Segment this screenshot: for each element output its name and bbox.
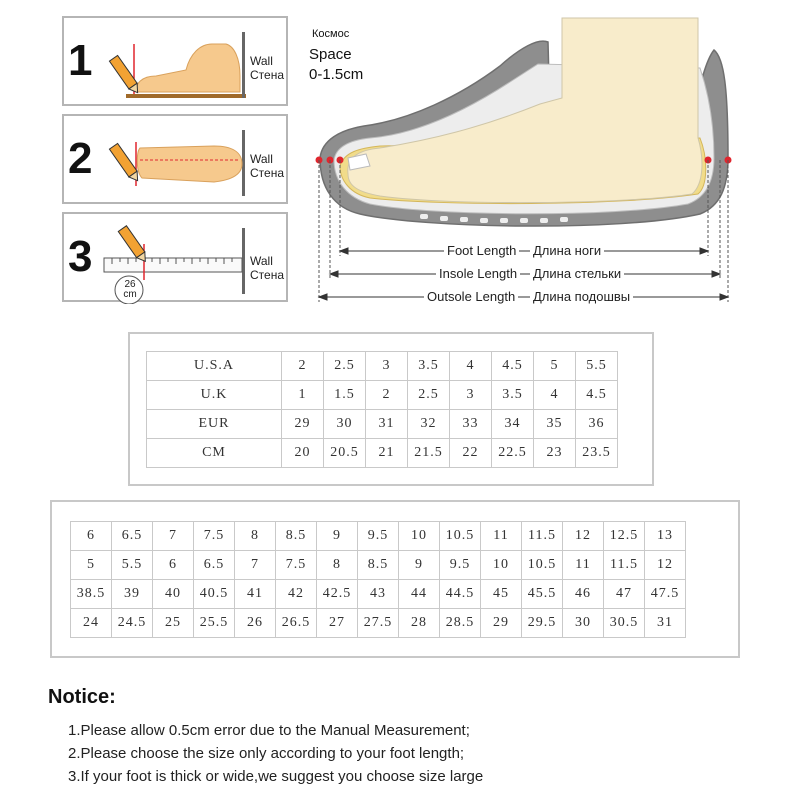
table-cell: 9.5: [358, 522, 399, 551]
table-cell: 26: [235, 609, 276, 638]
table-cell: 2: [366, 381, 408, 410]
table-cell: 24: [71, 609, 112, 638]
table-cell: 43: [358, 580, 399, 609]
table-cell: 22.5: [492, 439, 534, 468]
table-cell: 27.5: [358, 609, 399, 638]
table-cell: 39: [112, 580, 153, 609]
table-cell: 45.5: [522, 580, 563, 609]
table-cell: 7.5: [276, 551, 317, 580]
row-label: EUR: [147, 410, 282, 439]
shoe-foot-diagram: [300, 8, 750, 308]
ruler-reading: [118, 280, 142, 300]
table-cell: 33: [450, 410, 492, 439]
measure-step-3: [62, 212, 288, 302]
table-cell: 2.5: [324, 352, 366, 381]
table-cell: 11: [563, 551, 604, 580]
table-cell: 6.5: [112, 522, 153, 551]
table-cell: 36: [576, 410, 618, 439]
table-cell: 8.5: [276, 522, 317, 551]
table-cell: 30.5: [604, 609, 645, 638]
table-cell: 35: [534, 410, 576, 439]
table-cell: 20.5: [324, 439, 366, 468]
table-cell: 29: [481, 609, 522, 638]
table-cell: 4.5: [576, 381, 618, 410]
space-range: 0-1.5cm: [309, 66, 364, 83]
table-cell: 44: [399, 580, 440, 609]
table-cell: 8: [317, 551, 358, 580]
wall-label-ru: Стена: [250, 68, 285, 82]
table-cell: 26.5: [276, 609, 317, 638]
table-cell: 2.5: [408, 381, 450, 410]
table-row: [147, 410, 618, 439]
notice-line-2: 2.Please choose the size only according to your foot length;: [68, 745, 465, 762]
table-cell: 25.5: [194, 609, 235, 638]
table-cell: 9: [399, 551, 440, 580]
table-cell: 31: [645, 609, 686, 638]
foot-length-label: Foot Length: [444, 243, 519, 258]
foot-shape: [348, 18, 702, 203]
table-cell: 3: [450, 381, 492, 410]
wall-label: Wall: [250, 152, 273, 166]
table-cell: 3.5: [492, 381, 534, 410]
table-cell: 28.5: [440, 609, 481, 638]
table-cell: 12.5: [604, 522, 645, 551]
table-cell: 10: [399, 522, 440, 551]
insole-length-label-ru: Длина стельки: [530, 266, 624, 281]
table-cell: 25: [153, 609, 194, 638]
wall-label-ru: Стена: [250, 166, 285, 180]
table-cell: 9.5: [440, 551, 481, 580]
notice-title: Notice:: [48, 686, 116, 708]
table-cell: 1.5: [324, 381, 366, 410]
size-table-kids: [146, 351, 618, 468]
table-cell: 30: [324, 410, 366, 439]
table-cell: 42.5: [317, 580, 358, 609]
table-cell: 29.5: [522, 609, 563, 638]
table-cell: 3.5: [408, 352, 450, 381]
table-row: [147, 439, 618, 468]
table-cell: 45: [481, 580, 522, 609]
table-cell: 1: [282, 381, 324, 410]
wall-label-ru: Стена: [250, 268, 285, 282]
table-cell: 40.5: [194, 580, 235, 609]
table-cell: 27: [317, 609, 358, 638]
table-cell: 31: [366, 410, 408, 439]
insole-length-label: Insole Length: [436, 266, 520, 281]
table-row: [71, 580, 686, 609]
table-cell: 30: [563, 609, 604, 638]
outsole-length-label-ru: Длина подошвы: [530, 289, 633, 304]
table-cell: 6: [71, 522, 112, 551]
table-cell: 12: [645, 551, 686, 580]
table-cell: 7.5: [194, 522, 235, 551]
table-cell: 9: [317, 522, 358, 551]
table-cell: 32: [408, 410, 450, 439]
table-cell: 28: [399, 609, 440, 638]
table-cell: 5.5: [576, 352, 618, 381]
table-row: [71, 522, 686, 551]
table-cell: 10.5: [440, 522, 481, 551]
ruler-value: 26: [124, 279, 136, 290]
table-cell: 41: [235, 580, 276, 609]
foot-length-label-ru: Длина ноги: [530, 243, 604, 258]
table-cell: 5.5: [112, 551, 153, 580]
table-row: [147, 352, 618, 381]
table-row: [71, 609, 686, 638]
table-cell: 22: [450, 439, 492, 468]
table-cell: 24.5: [112, 609, 153, 638]
table-cell: 47: [604, 580, 645, 609]
space-label-ru: Космос: [312, 28, 350, 40]
table-cell: 10: [481, 551, 522, 580]
measure-step-1: [62, 16, 288, 106]
step-number: 1: [68, 36, 93, 85]
notice-line-3: 3.If your foot is thick or wide,we suggest you choose size large: [68, 768, 484, 785]
table-cell: 7: [235, 551, 276, 580]
size-table-adult: [70, 521, 686, 638]
measure-step-2: [62, 114, 288, 204]
table-cell: 42: [276, 580, 317, 609]
table-cell: 47.5: [645, 580, 686, 609]
table-cell: 20: [282, 439, 324, 468]
row-label: U.S.A: [147, 352, 282, 381]
table-cell: 44.5: [440, 580, 481, 609]
ruler-unit: cm: [123, 289, 137, 300]
table-cell: 4.5: [492, 352, 534, 381]
table-row: [147, 381, 618, 410]
table-cell: 4: [450, 352, 492, 381]
notice-line-1: 1.Please allow 0.5cm error due to the Manual Measurement;: [68, 722, 470, 739]
step-number: 3: [68, 232, 93, 281]
table-cell: 8.5: [358, 551, 399, 580]
table-cell: 12: [563, 522, 604, 551]
table-cell: 40: [153, 580, 194, 609]
row-label: U.K: [147, 381, 282, 410]
table-cell: 11: [481, 522, 522, 551]
table-cell: 4: [534, 381, 576, 410]
table-cell: 29: [282, 410, 324, 439]
wall-label: Wall: [250, 254, 273, 268]
table-cell: 6: [153, 551, 194, 580]
table-cell: 11.5: [522, 522, 563, 551]
table-cell: 7: [153, 522, 194, 551]
table-cell: 3: [366, 352, 408, 381]
space-label: Space: [309, 46, 352, 63]
table-cell: 38.5: [71, 580, 112, 609]
table-cell: 5: [534, 352, 576, 381]
table-cell: 21.5: [408, 439, 450, 468]
table-cell: 23: [534, 439, 576, 468]
table-cell: 6.5: [194, 551, 235, 580]
table-cell: 11.5: [604, 551, 645, 580]
table-row: [71, 551, 686, 580]
table-cell: 13: [645, 522, 686, 551]
table-cell: 46: [563, 580, 604, 609]
table-cell: 8: [235, 522, 276, 551]
outsole-length-label: Outsole Length: [424, 289, 518, 304]
wall-label: Wall: [250, 54, 273, 68]
table-cell: 10.5: [522, 551, 563, 580]
table-cell: 5: [71, 551, 112, 580]
table-cell: 34: [492, 410, 534, 439]
step-number: 2: [68, 134, 93, 183]
table-cell: 2: [282, 352, 324, 381]
table-cell: 21: [366, 439, 408, 468]
row-label: CM: [147, 439, 282, 468]
table-cell: 23.5: [576, 439, 618, 468]
